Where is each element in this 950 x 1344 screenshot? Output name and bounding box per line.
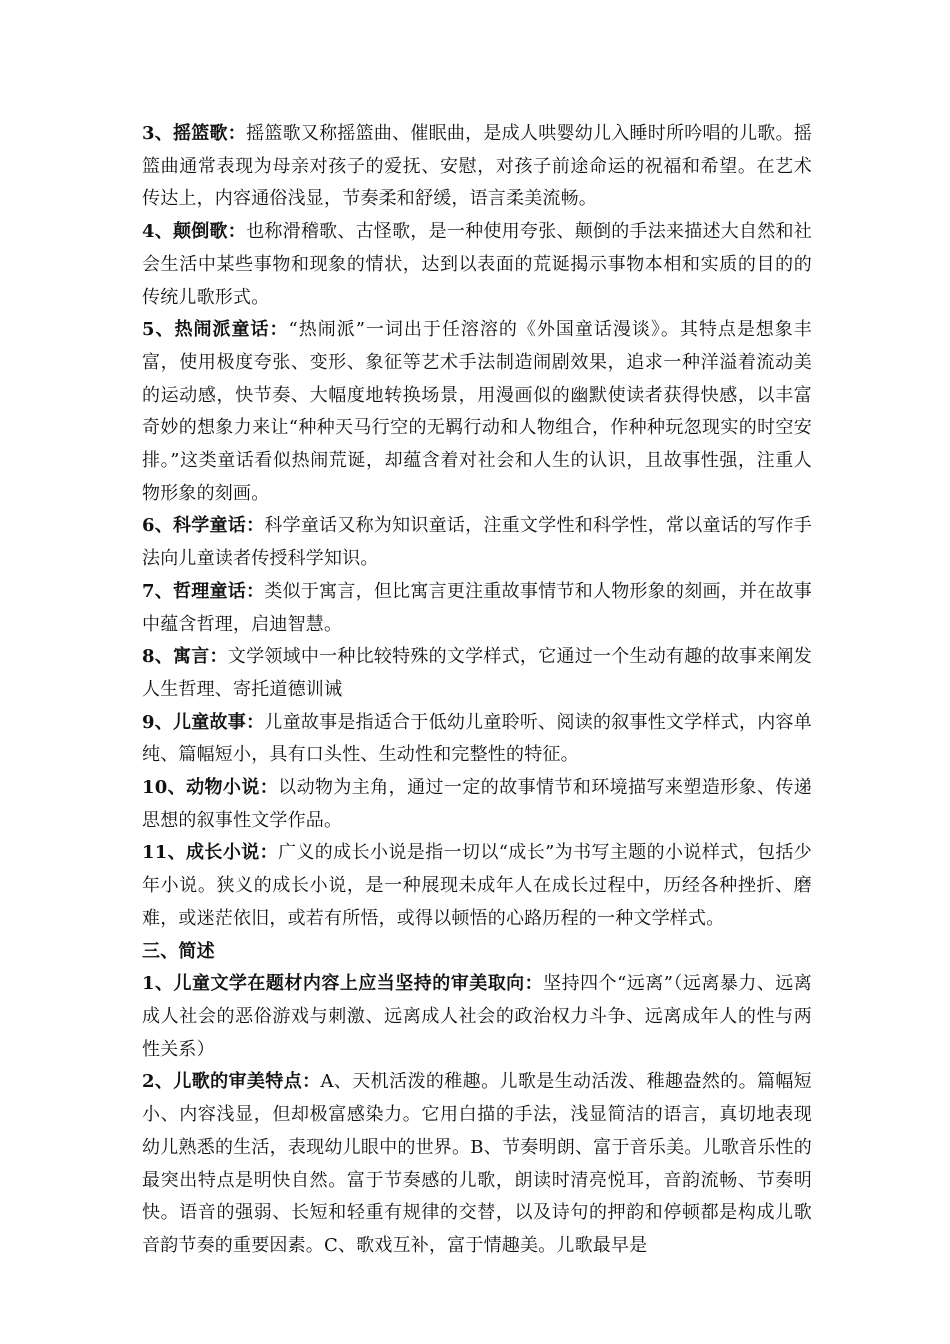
answer-text: 坚持四个“远离”（远离暴力、远离成人社会的恶俗游戏与刺激、远离成人社会的政治权力斗争、远离成年人的性与两性关系）	[142, 973, 812, 1060]
definition-text: 广义的成长小说是指一切以“成长”为书写主题的小说样式，包括少年小说。狭义的成长小说，是一种展现未成年人在成长过程中，历经各种挫折、磨难，或迷茫依旧，或若有所悟，或得以顿悟的心路历程的一种文学样式。	[142, 842, 812, 929]
entry-coming-of-age-novel	[142, 837, 812, 935]
entry-lullaby	[142, 118, 812, 216]
term-label: 5、热闹派童话：	[142, 319, 289, 341]
section-heading: 三、简述	[142, 940, 215, 962]
entry-lively-fairy-tale	[142, 314, 812, 510]
definition-text: “热闹派”一词出于任溶溶的《外国童话漫谈》。其特点是想象丰富，使用极度夸张、变形、象征等艺术手法制造闹剧效果，追求一种洋溢着流动美的运动感，快节奏、大幅度地转换场景，用漫画似的幽默使读者获得快感，以丰富奇妙的想象力来让“种种天马行空的无羁行动和人物组合，作种种玩忽现实的时空安排。”这类童话看似热闹荒诞，却蕴含着对社会和人生的认识，且故事性强，注重人物形象的刻画。	[142, 319, 813, 504]
entry-animal-novel	[142, 772, 812, 837]
entry-fable	[142, 641, 812, 706]
definition-text: 科学童话又称为知识童话，注重文学性和科学性，常以童话的写作手法向儿童读者传授科学知识。	[142, 515, 812, 570]
term-label: 6、科学童话：	[142, 515, 265, 537]
entry-philosophical-fairy-tale	[142, 576, 812, 641]
term-label: 8、寓言：	[142, 646, 228, 668]
term-label: 10、动物小说：	[142, 777, 279, 799]
short-answer-nursery-rhyme-features	[142, 1066, 812, 1262]
question-label: 2、儿歌的审美特点：	[142, 1071, 321, 1093]
answer-text: A、天机活泼的稚趣。儿歌是生动活泼、稚趣盎然的。篇幅短小、内容浅显，但却极富感染力。它用白描的手法，浅显简洁的语言，真切地表现幼儿熟悉的生活，表现幼儿眼中的世界。B、节奏明朗、富于音乐美。儿歌音乐性的最突出特点是明快自然。富于节奏感的儿歌，朗读时清亮悦耳，音韵流畅、节奏明快。语音的强弱、长短和轻重有规律的交替，以及诗句的押韵和停顿都是构成儿歌音韵节奏的重要因素。C、歌戏互补，富于情趣美。儿歌最早是	[142, 1071, 812, 1256]
entry-science-fairy-tale	[142, 510, 812, 575]
definition-text: 也称滑稽歌、古怪歌，是一种使用夸张、颠倒的手法来描述大自然和社会生活中某些事物和现象的情状，达到以表面的荒诞揭示事物本相和实质的目的的传统儿歌形式。	[142, 221, 812, 308]
definition-text: 摇篮歌又称摇篮曲、催眠曲，是成人哄婴幼儿入睡时所吟唱的儿歌。摇篮曲通常表现为母亲对孩子的爱抚、安慰，对孩子前途命运的祝福和希望。在艺术传达上，内容通俗浅显，节奏柔和舒缓，语言柔美流畅。	[142, 123, 812, 210]
definition-text: 类似于寓言，但比寓言更注重故事情节和人物形象的刻画，并在故事中蕴含哲理，启迪智慧。	[142, 580, 812, 635]
term-label: 3、摇篮歌：	[142, 123, 247, 144]
entry-inverted-song	[142, 216, 812, 314]
question-label: 1、儿童文学在题材内容上应当坚持的审美取向：	[142, 973, 544, 995]
term-label: 9、儿童故事：	[142, 711, 265, 733]
term-label: 4、颠倒歌：	[142, 221, 247, 243]
term-label: 7、哲理童话：	[142, 580, 265, 602]
definition-text: 文学领域中一种比较特殊的文学样式，它通过一个生动有趣的故事来阐发人生哲理、寄托道德训诫	[142, 646, 812, 700]
definition-text: 儿童故事是指适合于低幼儿童聆听、阅读的叙事性文学样式，内容单纯、篇幅短小，具有口头性、生动性和完整性的特征。	[142, 711, 812, 766]
entry-childrens-story	[142, 707, 812, 772]
term-label: 11、成长小说：	[142, 842, 278, 864]
document-page	[142, 118, 812, 1263]
short-answer-aesthetic-orientation	[142, 968, 812, 1066]
definition-text: 以动物为主角，通过一定的故事情节和环境描写来塑造形象、传递思想的叙事性文学作品。	[142, 777, 813, 831]
